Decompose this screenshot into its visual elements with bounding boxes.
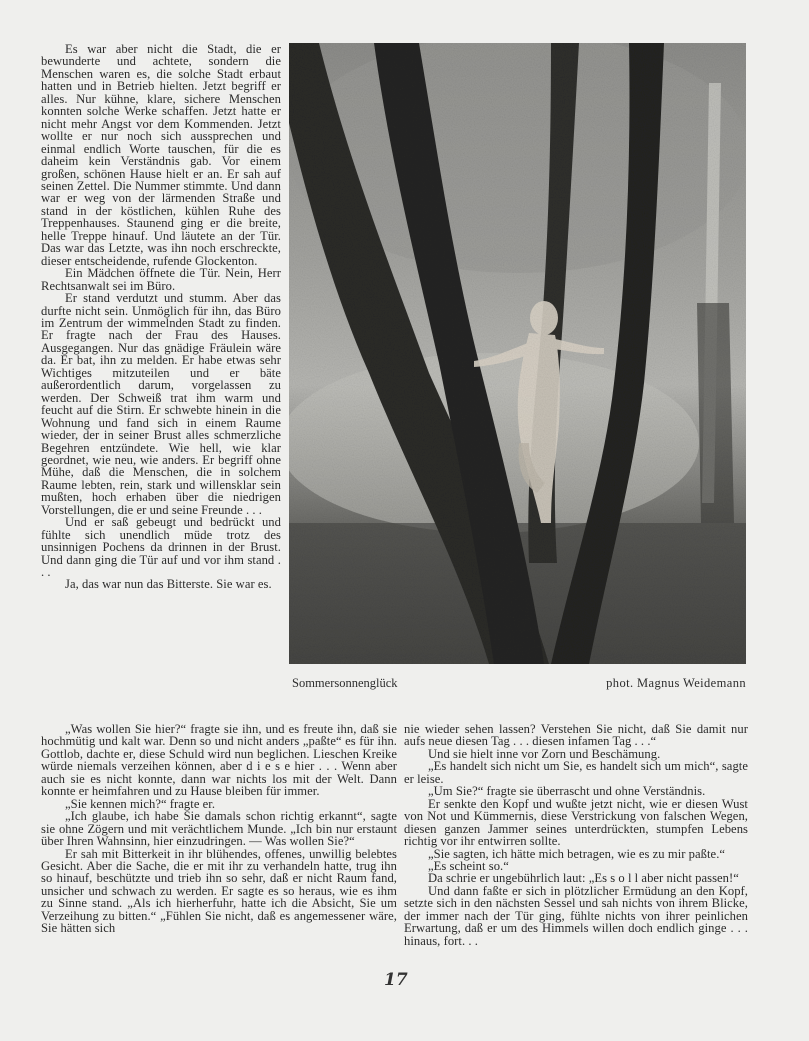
paragraph: „Es scheint so.“ [428,858,509,873]
bottom-right-text-column [404,723,748,947]
paragraph: Da schrie er ungebührlich laut: „Es s o l l aber nicht passen!“ [428,871,739,886]
left-text-column [41,43,281,591]
paragraph: Er senkte den Kopf und wußte jetzt nicht, wie er diesen Wust von Not und Kümmernis, diese Verstrickung von falschen Wegen, diesen ganzen Jammer seines unterdrückten, stumpfen Lebens richtig vor ihr entwirren sollte. [404,796,748,849]
photo-credit: phot. Magnus Weidemann [606,676,746,690]
paragraph: nie wieder sehen lassen? Verstehen Sie nicht, daß Sie damit nur aufs neue diesen Tag . . . diesen infamen Tag . . .“ [404,722,748,749]
photo-illustration [289,43,746,664]
page-number: 17 [384,970,408,990]
forest-photograph [289,43,746,664]
bottom-left-text-column [41,723,397,935]
paragraph: „Sie sagten, ich hätte mich betragen, wie es zu mir paßte.“ [428,846,726,861]
paragraph: Ja, das war nun das Bitterste. Sie war es. [65,577,272,592]
photo-caption: Sommersonnenglück [292,676,398,690]
paragraph: „Es handelt sich nicht um Sie, es handelt sich um mich“, sagte er leise. [404,759,748,786]
paragraph: „Sie kennen mich?“ fragte er. [65,796,216,811]
paragraph: Und er saß gebeugt und bedrückt und fühlte sich unendlich müde trotz des unsinnigen Pochens da drinnen in der Brust. Und dann ging die Tür auf und vor ihm stand . . . [41,515,281,580]
paragraph: „Was wollen Sie hier?“ fragte sie ihn, und es freute ihn, daß sie hochmütig und kalt war. Denn so und nicht anders „paßte“ es für ihn. Gottlob, dachte er, diese Schuld wird nun beglichen. Lieschen Kreike würde niemals verzeihen können, aber d i e s e hier . . . Wenn aber auch sie es nicht konnte, dann war nichts los mit der Welt. Dann konnte er heimfahren und zu Hause bleiben für immer. [41,722,397,799]
paragraph: „Um Sie?“ fragte sie überrascht und ohne Verständnis. [428,784,706,799]
paragraph: Und dann faßte er sich in plötzlicher Ermüdung an den Kopf, setzte sich in den nächsten Sessel und sah nichts von ihrem Blicke, der immer nach der Tür ging, fühlte nichts von ihrer peinlichen Erwartung, daß er um des Himmels willen doch endlich ginge . . . hinaus, fort. . . [404,883,748,948]
paragraph: „Ich glaube, ich habe Sie damals schon richtig erkannt“, sagte sie ohne Zögern und mit verächtlichem Munde. „Ich bin nur erstaunt über Ihren Wahnsinn, hier einzudringen. — Was wollen Sie?“ [41,809,397,849]
paragraph: Es war aber nicht die Stadt, die er bewunderte und achtete, sondern die Menschen waren es, die solche Stadt erbaut hatten und in Betrieb hielten. Jetzt begriff er alles. Nur kühne, klare, sichere Menschen konnten solche Werke schaffen. Jetzt hatte er nicht mehr Angst vor dem Kommenden. Jetzt wollte er nur noch sich aussprechen und einmal endlich Worte tauschen, für die es daheim kein Verständnis gab. Vor einem großen, schönen Hause hielt er an. Er sah auf seinen Zettel. Die Nummer stimmte. Und dann war er weg von der lärmenden Straße und stand in der köstlichen, kühlen Ruhe des Treppenhauses. Staunend ging er die breite, helle Treppe hinauf. Und läutete an der Tür. Das war das Letzte, was ihn noch erschreckte, dieser entscheidende, rufende Glockenton. [41,42,281,268]
paragraph: Er sah mit Bitterkeit in ihr blühendes, offenes, unwillig belebtes Gesicht. Aber die Sache, die er mit ihr zu verhandeln hatte, trug ihn so hinauf, beschützte und trieb ihn so sehr, daß er nicht Raum fand, unsicher und schwach zu werden. Er sagte es so heraus, wie es ihm zu Sinne stand. „Als ich hierherfuhr, hatte ich die Absicht, Sie um Verzeihung zu bitten.“ „Fühlen Sie nicht, daß es angemessener wäre, Sie hätten sich [41,846,397,936]
paragraph: Er stand verdutzt und stumm. Aber das durfte nicht sein. Unmöglich für ihn, das Büro im Zentrum der wimmelnden Stadt zu finden. Er fragte nach der Frau des Hauses. Ausgegangen. Nur das gnädige Fräulein wäre da. Er bat, ihn zu melden. Er habe etwas sehr Wichtiges mitzuteilen und er bäte außerordentlich darum, vorgelassen zu werden. Der Schweiß trat ihm warm und feucht auf die Stirn. Er schwebte hinein in die Wohnung und fand sich in einem Raume wieder, der in seiner Brust alles schmerzliche Begehren entzündete. Wie hell, wie klar geordnet, wie neu, wie anders. Er begriff ohne Mühe, daß die Menschen, die in solchem Raume lebten, rein, stark und willensklar sein mußten, hoch erhaben über die niedrigen Vorstellungen, die er und seine Freunde . . . [41,291,281,517]
paragraph: Ein Mädchen öffnete die Tür. Nein, Herr Rechtsanwalt sei im Büro. [41,266,281,293]
paragraph: Und sie hielt inne vor Zorn und Beschämung. [428,746,661,761]
